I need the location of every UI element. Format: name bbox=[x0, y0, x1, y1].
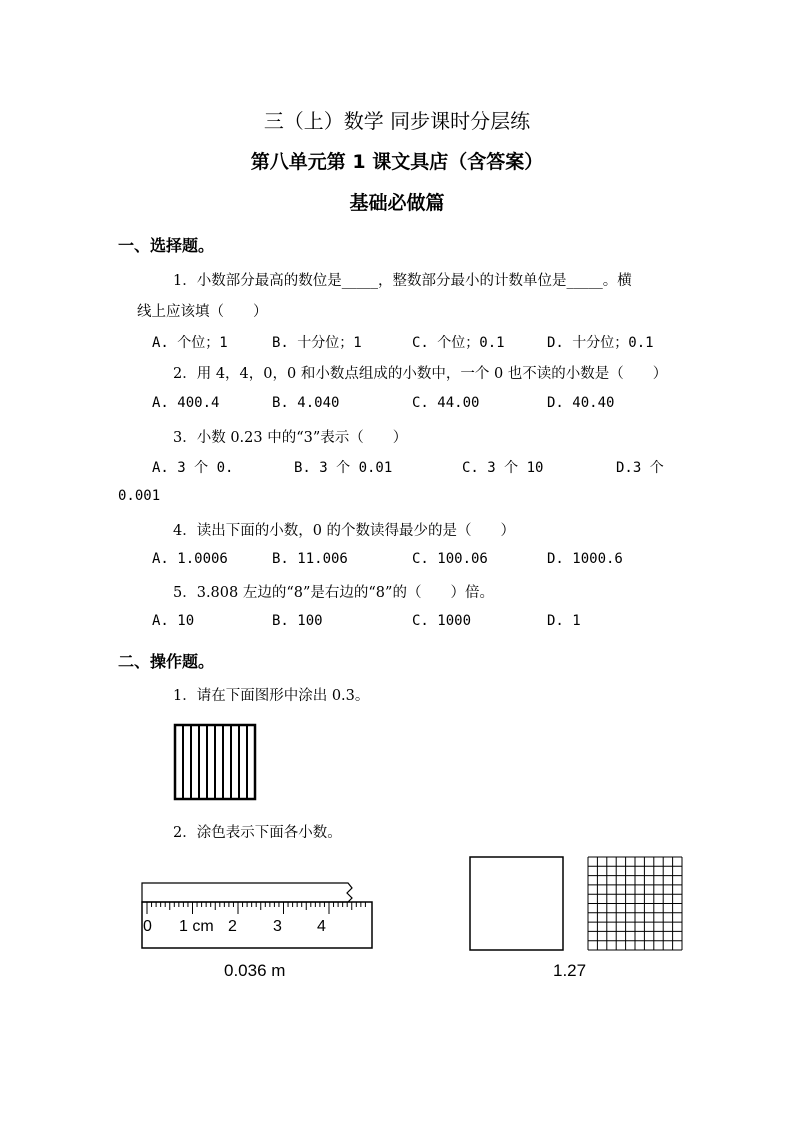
q4-option-c: C. 100.06 bbox=[412, 551, 488, 567]
q5-option-a: A. 10 bbox=[152, 613, 195, 629]
q5-text: 5．3.808 左边的“8”是右边的“8”的（ ）倍。 bbox=[173, 585, 494, 601]
ruler-caption: 0.036 m bbox=[224, 961, 286, 980]
q2-option-b: B. 4.040 bbox=[272, 395, 340, 411]
q1-option-d: D. 十分位；0.1 bbox=[547, 335, 654, 351]
tenths-strip-figure bbox=[173, 723, 257, 801]
q1-option-c: C. 个位；0.1 bbox=[412, 335, 505, 351]
q5-option-c: C. 1000 bbox=[412, 613, 472, 629]
ruler-label-1cm: 1 cm bbox=[179, 918, 214, 935]
ruler-label-3: 3 bbox=[273, 918, 282, 935]
q2-option-a: A. 400.4 bbox=[152, 395, 220, 411]
q2-option-c: C. 44.00 bbox=[412, 395, 480, 411]
ruler-label-4: 4 bbox=[317, 918, 326, 935]
q4-option-a: A. 1.0006 bbox=[152, 551, 228, 567]
hundredths-grid bbox=[585, 855, 685, 953]
title-line-2: 第八单元第 1 课文具店（含答案） bbox=[250, 151, 544, 173]
title-line-3: 基础必做篇 bbox=[349, 192, 445, 214]
q3-option-a: A. 3 个 0. bbox=[152, 460, 234, 476]
q3-option-d: D.3 个 bbox=[616, 460, 664, 476]
q3-option-b: B. 3 个 0.01 bbox=[294, 460, 393, 476]
q5-option-d: D. 1 bbox=[547, 613, 581, 629]
q3-option-d-wrap: 0.001 bbox=[118, 488, 161, 504]
q2-option-d: D. 40.40 bbox=[547, 395, 615, 411]
section1-heading: 一、选择题。 bbox=[118, 236, 215, 255]
q4-option-b: B. 11.006 bbox=[272, 551, 348, 567]
op-q2-text: 2．涂色表示下面各小数。 bbox=[173, 825, 342, 841]
q3-text: 3．小数 0.23 中的“3”表示（ ） bbox=[173, 430, 408, 446]
grid-caption: 1.27 bbox=[553, 961, 587, 980]
op-q1-text: 1．请在下面图形中涂出 0.3。 bbox=[173, 688, 370, 704]
section2-heading: 二、操作题。 bbox=[118, 652, 215, 671]
q4-text: 4．读出下面的小数，0 的个数读得最少的是（ ） bbox=[173, 523, 516, 539]
ruler-label-2: 2 bbox=[228, 918, 237, 935]
q1-option-a: A. 个位；1 bbox=[152, 335, 228, 351]
q2-text: 2．用 4，4，0，0 和小数点组成的小数中，一个 0 也不读的小数是（ ） bbox=[173, 366, 668, 382]
title-line-1: 三（上）数学 同步课时分层练 bbox=[263, 109, 531, 133]
ruler-figure bbox=[138, 880, 378, 952]
q3-option-c: C. 3 个 10 bbox=[462, 460, 544, 476]
ruler-label-0: 0 bbox=[143, 918, 152, 935]
q1-option-b: B. 十分位；1 bbox=[272, 335, 362, 351]
whole-square bbox=[468, 855, 566, 953]
q1-text-line1: 1．小数部分最高的数位是_____，整数部分最小的计数单位是_____。横 bbox=[173, 273, 632, 289]
q4-option-d: D. 1000.6 bbox=[547, 551, 623, 567]
q1-text-line2: 线上应该填（ ） bbox=[137, 304, 268, 320]
q5-option-b: B. 100 bbox=[272, 613, 323, 629]
